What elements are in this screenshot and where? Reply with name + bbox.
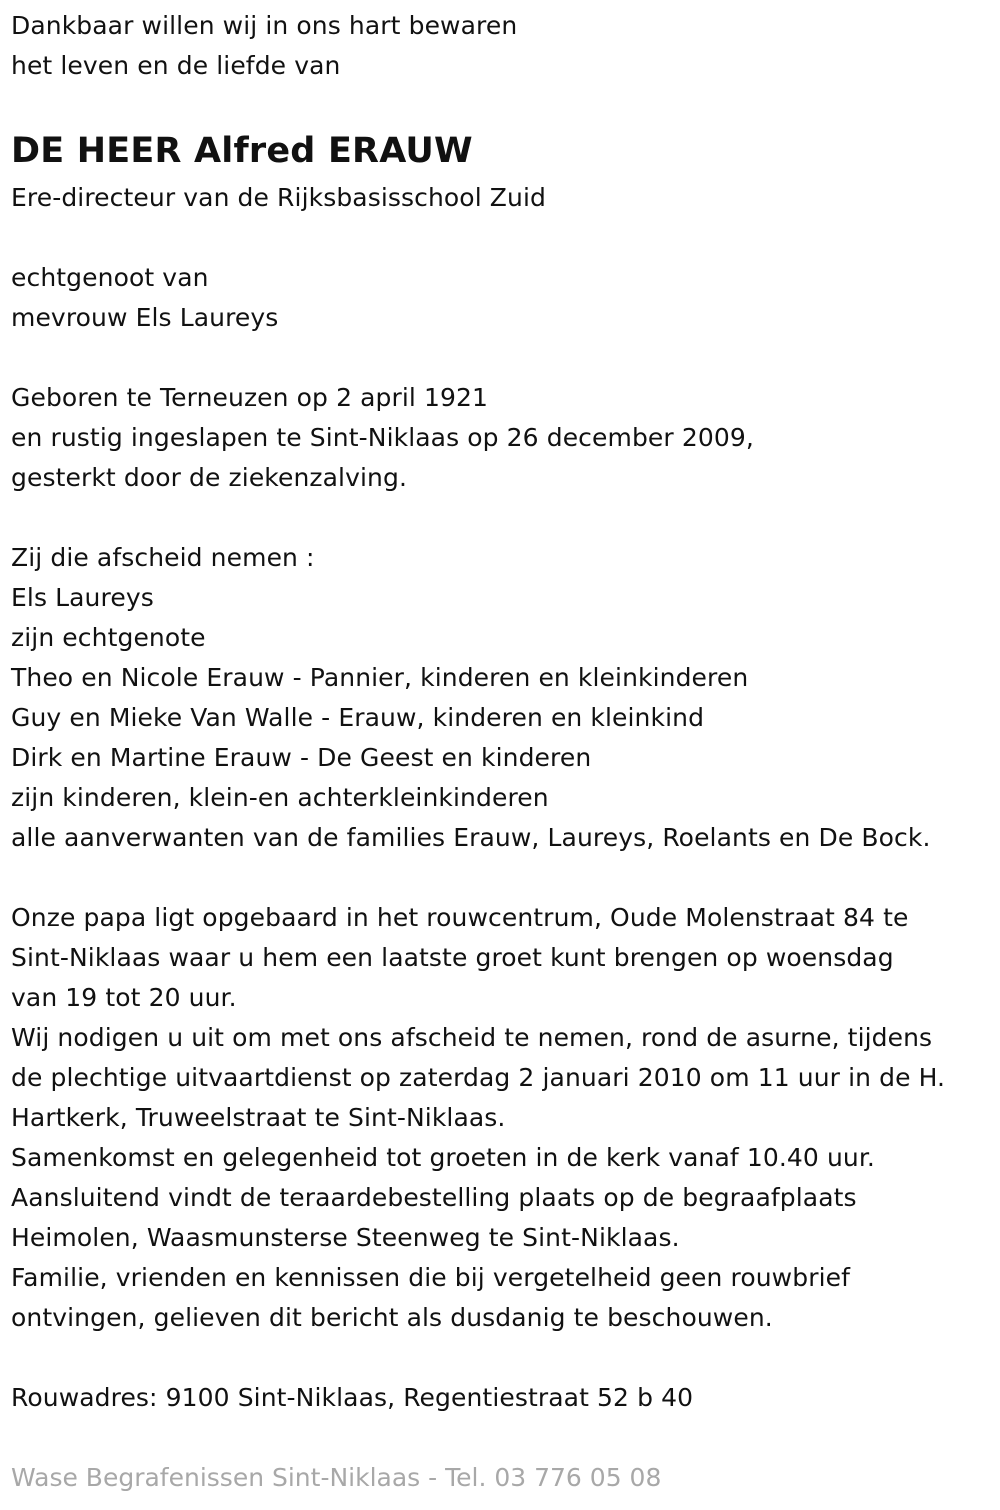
address-section xyxy=(11,1378,1000,1418)
death-line: en rustig ingeslapen te Sint-Niklaas op 26 december 2009, xyxy=(11,423,754,452)
mourner-line: zijn echtgenote xyxy=(11,623,206,652)
arrangements-section xyxy=(11,898,1000,1338)
arrangement-line: Hartkerk, Truweelstraat te Sint-Niklaas. xyxy=(11,1103,506,1132)
mourner-line: alle aanverwanten van de families Erauw, Laureys, Roelants en De Bock. xyxy=(11,823,931,852)
arrangement-line: Aansluitend vindt de teraardebestelling plaats op de begraafplaats xyxy=(11,1183,857,1212)
spacer xyxy=(11,1338,1000,1378)
arrangement-line: van 19 tot 20 uur. xyxy=(11,983,237,1012)
spacer xyxy=(11,338,1000,378)
arrangement-line: de plechtige uitvaartdienst op zaterdag 2 januari 2010 om 11 uur in de H. xyxy=(11,1063,946,1092)
spouse-line: echtgenoot van xyxy=(11,263,209,292)
arrangement-line: Onze papa ligt opgebaard in het rouwcentrum, Oude Molenstraat 84 te xyxy=(11,903,909,932)
mourners-heading: Zij die afscheid nemen : xyxy=(11,543,315,572)
mourner-line: zijn kinderen, klein-en achterkleinkinderen xyxy=(11,783,549,812)
mourner-line: Guy en Mieke Van Walle - Erauw, kinderen en kleinkind xyxy=(11,703,705,732)
intro-line: Dankbaar willen wij in ons hart bewaren xyxy=(11,11,518,40)
mourner-line: Els Laureys xyxy=(11,583,154,612)
spacer xyxy=(11,858,1000,898)
arrangement-line: Heimolen, Waasmunsterse Steenweg te Sint-Niklaas. xyxy=(11,1223,680,1252)
intro-section xyxy=(11,6,1000,86)
arrangement-line: Samenkomst en gelegenheid tot groeten in de kerk vanaf 10.40 uur. xyxy=(11,1143,875,1172)
spouse-section xyxy=(11,258,1000,338)
birth-line: Geboren te Terneuzen op 2 april 1921 xyxy=(11,383,489,412)
mourning-address: Rouwadres: 9100 Sint-Niklaas, Regentiestraat 52 b 40 xyxy=(11,1383,694,1412)
deceased-name: DE HEER Alfred ERAUW xyxy=(11,131,473,171)
mourners-section xyxy=(11,538,1000,858)
arrangement-line: Familie, vrienden en kennissen die bij vergetelheid geen rouwbrief xyxy=(11,1263,850,1292)
funeral-home-footer: Wase Begrafenissen Sint-Niklaas - Tel. 03 776 05 08 xyxy=(11,1463,662,1492)
deceased-title: Ere-directeur van de Rijksbasisschool Zuid xyxy=(11,183,546,212)
spacer xyxy=(11,498,1000,538)
intro-line: het leven en de liefde van xyxy=(11,51,341,80)
arrangement-line: Sint-Niklaas waar u hem een laatste groet kunt brengen op woensdag xyxy=(11,943,894,972)
arrangement-line: Wij nodigen u uit om met ons afscheid te nemen, rond de asurne, tijdens xyxy=(11,1023,933,1052)
dates-section xyxy=(11,378,1000,498)
deceased-section xyxy=(11,124,1000,218)
mourner-line: Dirk en Martine Erauw - De Geest en kinderen xyxy=(11,743,592,772)
spouse-line: mevrouw Els Laureys xyxy=(11,303,279,332)
sacrament-line: gesterkt door de ziekenzalving. xyxy=(11,463,407,492)
spacer xyxy=(11,218,1000,258)
arrangement-line: ontvingen, gelieven dit bericht als dusdanig te beschouwen. xyxy=(11,1303,773,1332)
mourner-line: Theo en Nicole Erauw - Pannier, kinderen en kleinkinderen xyxy=(11,663,749,692)
